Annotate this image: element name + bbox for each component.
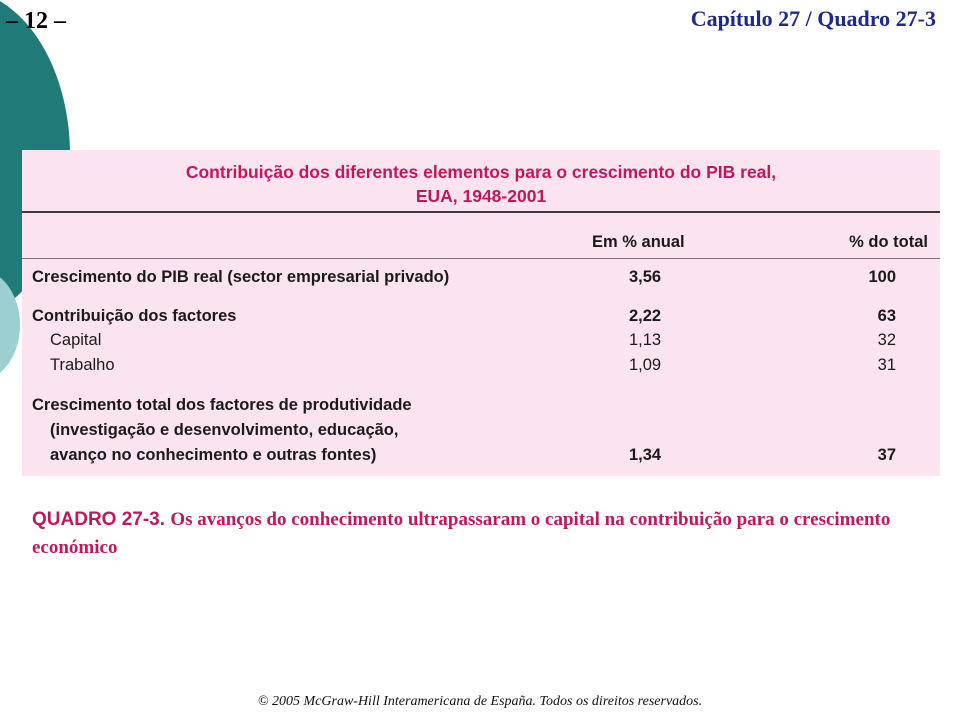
row-annual-value: 1,13 <box>629 331 662 349</box>
table-row <box>22 356 940 380</box>
copyright-notice: © 2005 McGraw-Hill Interamericana de España. Todos os direitos reservados. <box>257 694 703 709</box>
column-header-annual: Em % anual <box>592 233 685 251</box>
caption-label: QUADRO 27-3. <box>32 509 166 530</box>
row-label-line-1: Crescimento total dos factores de produtividade <box>32 396 412 414</box>
header-rule <box>22 258 940 259</box>
slide-title: Capítulo 27 / Quadro 27-3 <box>690 6 936 31</box>
row-annual-value: 1,34 <box>629 446 662 464</box>
row-total-value: 63 <box>877 307 896 325</box>
row-label: Crescimento do PIB real (sector empresarial privado) <box>32 268 450 286</box>
row-label: Capital <box>50 331 102 349</box>
row-total-value: 31 <box>877 356 896 374</box>
table-title-line-1: Contribuição dos diferentes elementos para o crescimento do PIB real, <box>185 162 777 182</box>
row-label-line-2: (investigação e desenvolvimento, educação, <box>50 421 399 439</box>
table-row <box>22 396 940 420</box>
row-annual-value: 2,22 <box>629 307 662 325</box>
table-row <box>22 331 940 355</box>
row-annual-value: 1,09 <box>629 356 662 374</box>
table-title <box>22 160 940 208</box>
table-top-rule <box>22 211 940 213</box>
table-row <box>22 268 940 292</box>
table-row <box>22 307 940 331</box>
caption-text: Os avanços do conhecimento ultrapassaram o capital na contribuição para o crescimento económico <box>32 509 891 558</box>
row-annual-value: 3,56 <box>629 268 662 286</box>
column-header-total: % do total <box>849 233 928 251</box>
table-title-line-2: EUA, 1948-2001 <box>415 186 547 206</box>
row-label: Contribuição dos factores <box>32 307 237 325</box>
page-number: – 12 – <box>6 8 66 34</box>
figure-caption <box>32 506 942 562</box>
table-figure <box>22 150 940 476</box>
table-row <box>22 446 940 470</box>
table-row <box>22 421 940 445</box>
row-label: Trabalho <box>50 356 115 374</box>
row-total-value: 100 <box>868 268 896 286</box>
row-total-value: 37 <box>877 446 896 464</box>
row-total-value: 32 <box>877 331 896 349</box>
row-label-line-3: avanço no conhecimento e outras fontes) <box>50 446 377 464</box>
